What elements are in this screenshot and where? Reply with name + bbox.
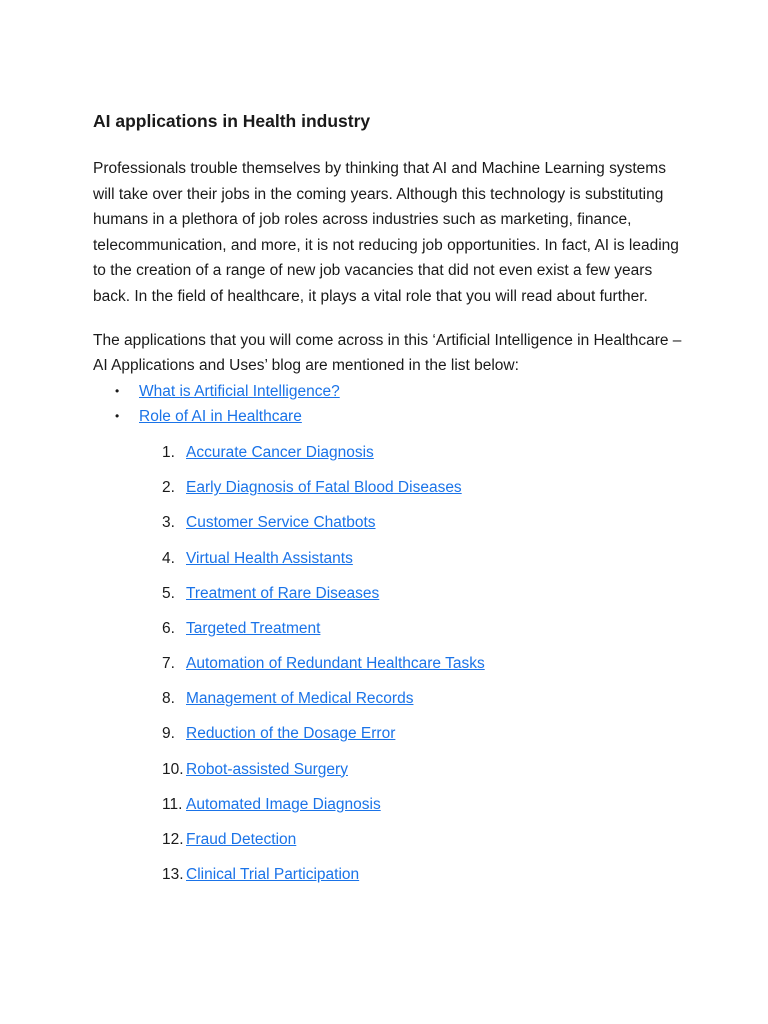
link-treatment-rare-diseases[interactable]: Treatment of Rare Diseases bbox=[186, 584, 380, 602]
list-item bbox=[93, 757, 683, 782]
link-early-diagnosis-blood-diseases[interactable]: Early Diagnosis of Fatal Blood Diseases bbox=[186, 479, 462, 497]
list-item bbox=[93, 827, 683, 852]
item-number: 7. bbox=[162, 655, 175, 673]
link-robot-assisted-surgery[interactable]: Robot-assisted Surgery bbox=[186, 760, 348, 778]
list-item bbox=[93, 546, 683, 571]
bullet-item bbox=[93, 379, 683, 405]
item-number: 10. bbox=[162, 760, 184, 778]
list-item bbox=[93, 440, 683, 465]
bullet-item bbox=[93, 404, 683, 430]
bullet-icon: • bbox=[115, 383, 120, 398]
link-virtual-health-assistants[interactable]: Virtual Health Assistants bbox=[186, 549, 353, 567]
link-automation-redundant-tasks[interactable]: Automation of Redundant Healthcare Tasks bbox=[186, 655, 485, 673]
intro-paragraph: Professionals trouble themselves by thinking that AI and Machine Learning systems will take over their jobs in the coming years. Although this technology is substituting humans in a plethora of job roles across industries such as marketing, finance, telecommunication, and more, it is not reducing job opportunities. In fact, AI is leading to the creation of a range of new job vacancies that did not even exist a few years back. In the field of healthcare, it plays a vital role that you will read about further. bbox=[93, 160, 679, 305]
link-automated-image-diagnosis[interactable]: Automated Image Diagnosis bbox=[186, 795, 381, 813]
item-number: 2. bbox=[162, 479, 175, 497]
page-title: AI applications in Health industry bbox=[93, 111, 371, 131]
item-number: 1. bbox=[162, 443, 175, 461]
item-number: 3. bbox=[162, 514, 175, 532]
link-role-of-ai[interactable]: Role of AI in Healthcare bbox=[139, 408, 302, 426]
item-number: 9. bbox=[162, 725, 175, 743]
item-number: 4. bbox=[162, 549, 175, 567]
list-item bbox=[93, 475, 683, 500]
link-management-medical-records[interactable]: Management of Medical Records bbox=[186, 690, 414, 708]
link-what-is-ai[interactable]: What is Artificial Intelligence? bbox=[139, 382, 340, 400]
list-item bbox=[93, 686, 683, 711]
item-number: 8. bbox=[162, 690, 175, 708]
link-fraud-detection[interactable]: Fraud Detection bbox=[186, 831, 297, 848]
bullet-list bbox=[93, 379, 683, 430]
link-reduction-dosage-error[interactable]: Reduction of the Dosage Error bbox=[186, 725, 396, 743]
bullet-icon: • bbox=[115, 409, 120, 424]
item-number: 11. bbox=[162, 795, 183, 813]
list-item bbox=[93, 651, 683, 676]
list-item bbox=[93, 510, 683, 535]
item-number: 12. bbox=[162, 831, 184, 848]
item-number: 5. bbox=[162, 584, 175, 602]
item-number: 6. bbox=[162, 619, 175, 637]
link-clinical-trial-participation[interactable]: Clinical Trial Participation bbox=[186, 866, 360, 884]
list-intro-paragraph: The applications that you will come across in this ‘Artificial Intelligence in Healthcare – AI Applications and Uses’ blog are mentioned in the list below: bbox=[93, 331, 682, 375]
list-item bbox=[93, 581, 683, 606]
numbered-list bbox=[93, 440, 683, 887]
list-item bbox=[93, 862, 683, 887]
list-item bbox=[93, 792, 683, 817]
list-item bbox=[93, 616, 683, 641]
link-customer-service-chatbots[interactable]: Customer Service Chatbots bbox=[186, 514, 376, 532]
document-page bbox=[93, 108, 683, 897]
item-number: 13. bbox=[162, 866, 184, 884]
link-accurate-cancer-diagnosis[interactable]: Accurate Cancer Diagnosis bbox=[186, 443, 374, 461]
link-targeted-treatment[interactable]: Targeted Treatment bbox=[186, 619, 321, 637]
list-item bbox=[93, 721, 683, 746]
